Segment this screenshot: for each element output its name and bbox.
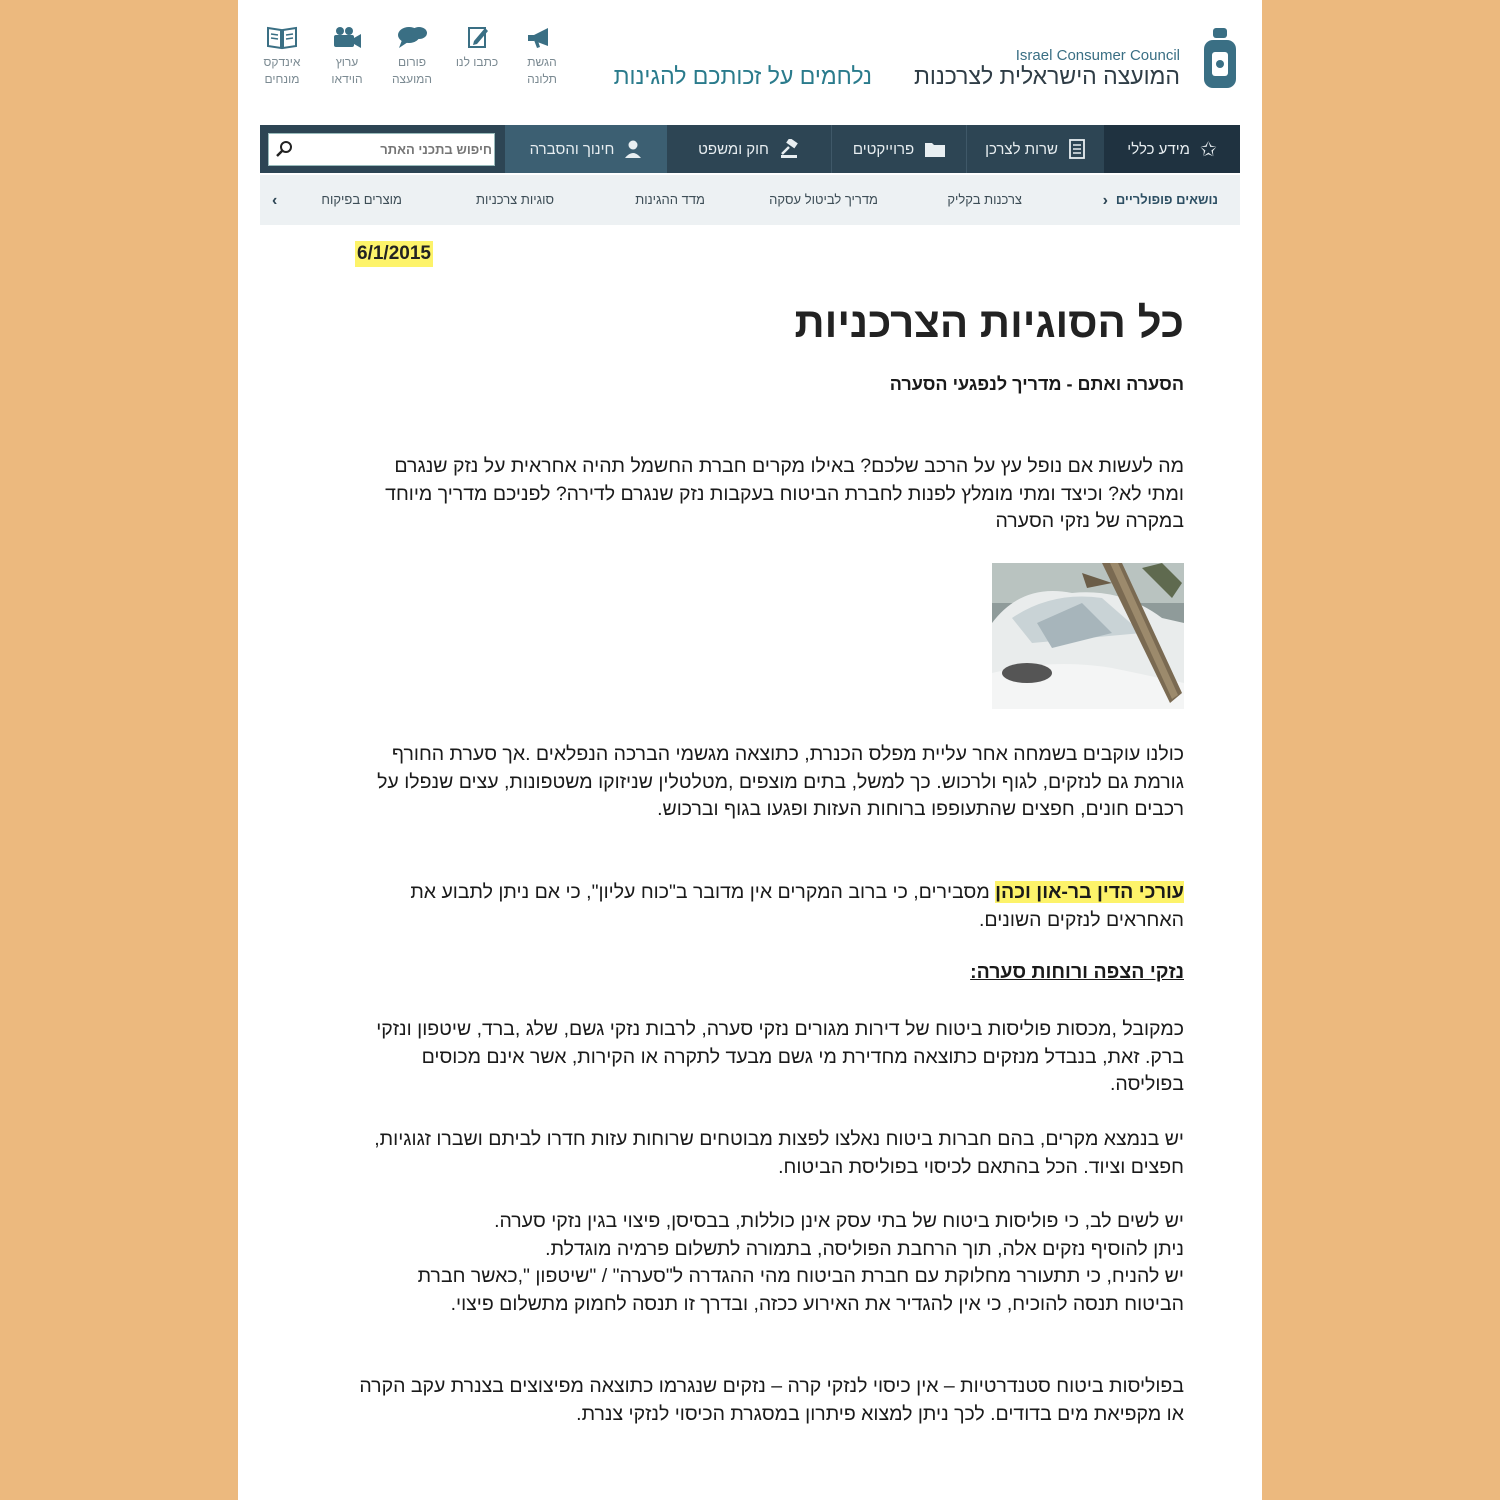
highlighted-lawyers-name: עורכי הדין בר-און וכהן	[995, 881, 1184, 903]
quick-link-label: המועצה	[391, 72, 433, 86]
folder-icon	[924, 140, 946, 158]
nav-item-education[interactable]	[505, 125, 667, 173]
quick-link-write-us[interactable]	[449, 24, 505, 71]
search-icon[interactable]	[276, 140, 294, 158]
popular-topics-label: נושאים פופולריים	[1115, 192, 1218, 207]
star-icon: ✩	[1199, 138, 1217, 161]
chevron-left-icon[interactable]: ‹	[272, 192, 278, 209]
quick-link-label: תלונה	[527, 72, 557, 86]
tree-on-car-photo	[992, 563, 1184, 709]
quick-link-label: הגשת	[527, 55, 557, 69]
nav-item-law[interactable]	[666, 125, 832, 173]
site-search	[268, 133, 495, 166]
quick-link-complaint[interactable]	[514, 24, 570, 88]
chat-bubbles-icon	[396, 24, 428, 50]
document-page	[238, 0, 1262, 1500]
site-slogan: נלחמים על זכותכם להגינות	[613, 63, 872, 89]
quick-link-forum[interactable]	[384, 24, 440, 88]
storm-damage-paragraph: כולנו עוקבים בשמחה אחר עליית מפלס הכנרת, כתוצאה מגשמי הברכה הנפלאים .אך סערת החורף גורמת גם לנזקים, לגוף ולרכוש. כך למשל, בתים מוצפים ,מטלטלין שניזוקו משטפונות, עצים שנפלו על רכבים חונים, חפצים שהתעופפו ברוחות העזות ופגעו בגוף וברכוש.	[377, 743, 1184, 820]
popular-topics-bar	[260, 175, 1240, 225]
council-logo[interactable]	[1200, 26, 1240, 92]
business-policy-paragraph	[354, 1208, 1184, 1318]
nav-item-consumer-service[interactable]	[966, 125, 1104, 173]
wind-damage-paragraph: יש בנמצא מקרים, בהם חברות ביטוח נאלצו לפצות מבוטחים שרוחות עזות חדרו לביתם ושברו זגוגיות, חפצים וציוד. הכל בהתאם לכיסוי בפוליסת הביטוח.	[374, 1128, 1184, 1178]
quick-link-label: אינדקס	[263, 55, 301, 69]
paragraph-line: יש להניח, כי תתעורר מחלוקת עם חברת הביטוח מהי ההגדרה ל"סערה" / "שיטפון ",כאשר חברת הביטוח תנסה להוכיח, כי אין להגדיר את האירוע ככזה, ובדרך זו תנסה לחמוק מתשלום פיצוי.	[417, 1265, 1184, 1315]
paragraph-line: ניתן להוסיף נזקים אלה, תוך הרחבת הפוליסה, בתמורה לתשלום פרמיה מוגדלת.	[545, 1237, 1184, 1260]
edit-icon	[461, 24, 493, 50]
frost-damage-paragraph: בפוליסות ביטוח סטנדרטיות – אין כיסוי לנזקי קרה – נזקים שנגרמו כתוצאה מפיצוצים בצנרת עקב הקרה או מקפיאת מים בדודים. לכך ניתן למצוא פיתרון במסגרת הכיסוי לנזקי צנרת.	[359, 1375, 1184, 1425]
topic-link[interactable]: מדריך לביטול עסקה	[769, 192, 878, 207]
quick-link-label: כתבו לנו	[455, 55, 499, 69]
video-camera-icon	[331, 24, 363, 50]
lawyers-paragraph-text: מסבירים, כי ברוב המקרים אין מדובר ב"כוח עליון", כי אם ניתן לתבוע את האחראים לנזקים השונים.	[410, 881, 1184, 931]
lawyers-paragraph	[354, 879, 1184, 934]
brand-name-hebrew: המועצה הישראלית לצרכנות	[913, 63, 1180, 89]
search-input[interactable]	[310, 136, 494, 164]
nav-item-label: מידע כללי	[1127, 140, 1190, 158]
topic-link[interactable]: מוצרים בפיקוח	[321, 192, 402, 207]
section-heading: נזקי הצפה ורוחות סערה:	[970, 961, 1184, 983]
article-body	[344, 295, 1184, 1425]
nav-item-label: חוק ומשפט	[698, 140, 769, 158]
quick-link-label: ערוץ	[335, 55, 359, 69]
page-title: כל הסוגיות הצרכניות	[794, 299, 1184, 346]
topic-link[interactable]: סוגיות צרכניות	[475, 192, 554, 207]
main-navigation	[260, 125, 1240, 173]
document-icon	[1068, 139, 1086, 159]
intro-paragraph: מה לעשות אם נופל עץ על הרכב שלכם? באילו מקרים חברת החשמל תהיה אחראית על נזק שנגרם ומתי לא? וכיצד ומתי מומלץ לפנות לחברת הביטוח בעקבות נזק שנגרם לדירה? לפניכם מדריך מיוחד במקרה של נזקי הסערה	[385, 455, 1184, 532]
nav-item-label: חינוך והסברה	[529, 140, 615, 158]
chevron-right-icon[interactable]: ›	[1102, 192, 1108, 209]
quick-link-index[interactable]	[254, 24, 310, 88]
quick-link-label: מונחים	[264, 72, 300, 86]
brand-name-english: Israel Consumer Council	[1015, 47, 1180, 64]
coverage-paragraph: כמקובל ,מכסות פוליסות ביטוח של דירות מגורים נזקי סערה, לרבות נזקי גשם, שלג ,ברד, שיטפון ונזקי ברק. זאת, בנבדל מנזקים כתוצאה מחדירת מי גשם מבעד לתקרה או הקירות, אשר אינם מכוסים בפוליסה.	[376, 1018, 1184, 1095]
quick-link-label: הוידאו	[331, 72, 363, 86]
quick-link-video[interactable]	[319, 24, 375, 88]
paragraph-line: יש לשים לב, כי פוליסות ביטוח של בתי עסק אינן כוללות, בבסיסן, פיצוי בגין נזקי סערה.	[494, 1210, 1184, 1232]
megaphone-icon	[526, 24, 558, 50]
article-subtitle: הסערה ואתם - מדריך לנפגעי הסערה	[889, 374, 1184, 394]
nav-item-projects[interactable]	[831, 125, 967, 173]
topic-link[interactable]: צרכנות בקליק	[947, 192, 1022, 207]
nav-item-general-info[interactable]	[1104, 125, 1240, 173]
nav-item-label: פרוייקטים	[852, 140, 915, 158]
topic-link[interactable]: מדד ההגינות	[635, 192, 705, 207]
quick-link-label: פורום	[397, 55, 427, 69]
article-date: 6/1/2015	[355, 241, 433, 267]
book-icon	[266, 24, 298, 50]
nav-item-label: שרות לצרכן	[985, 140, 1058, 158]
gavel-icon	[779, 139, 801, 159]
person-icon	[624, 139, 642, 159]
